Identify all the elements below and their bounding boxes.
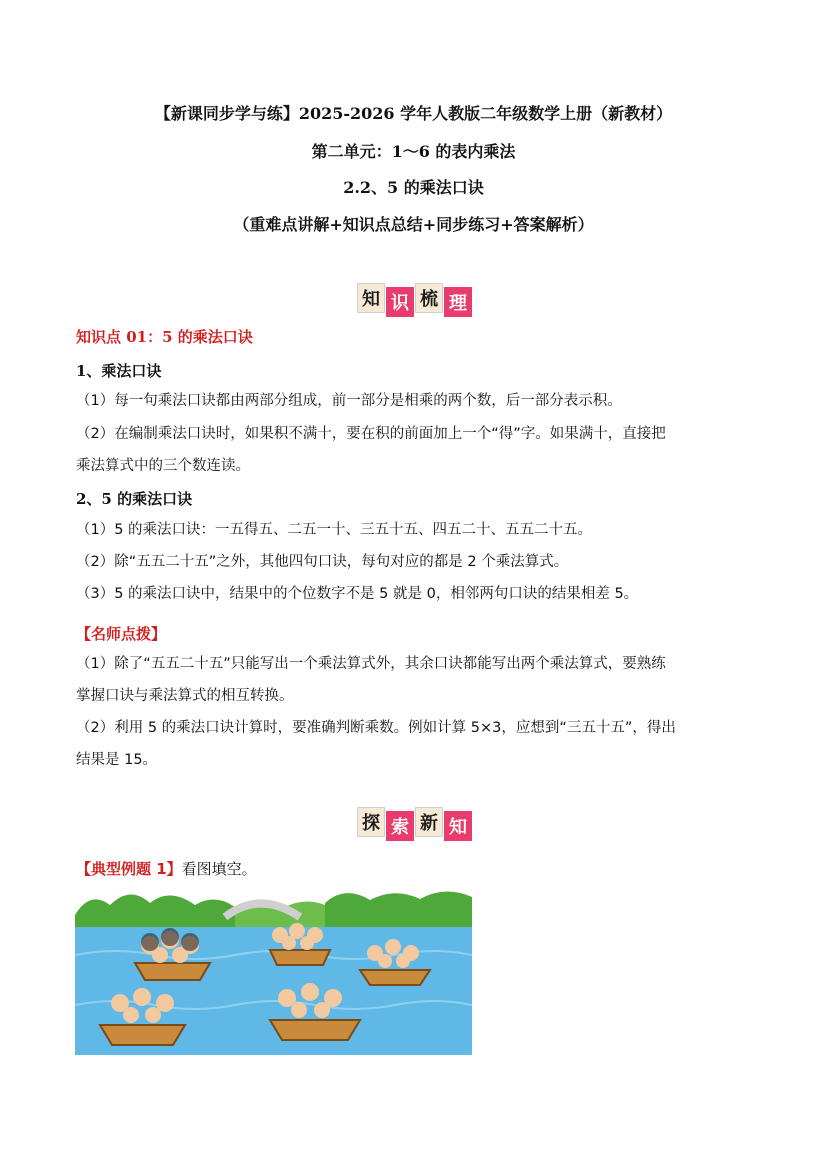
boats-scene-image — [75, 885, 472, 1055]
paragraph: 掌握口诀与乘法算式的相互转换。 — [76, 688, 294, 704]
paragraph: （3）5 的乘法口诀中，结果中的个位数字不是 5 就是 0，相邻两句口诀的结果相差 5。 — [76, 586, 639, 602]
section-banner-knowledge — [357, 283, 473, 317]
banner-char: 探 — [357, 807, 385, 837]
paragraph: （2）除“五五二十五”之外，其他四句口诀，每句对应的都是 2 个乘法算式。 — [76, 554, 569, 570]
example-instruction: 看图填空。 — [181, 860, 257, 878]
document-title: 【新课同步学与练】2025-2026 学年人教版二年级数学上册（新教材） — [154, 104, 673, 123]
banner-char: 识 — [386, 287, 414, 317]
banner-char: 梳 — [415, 283, 443, 313]
tips-title: 【名师点拨】 — [76, 625, 167, 643]
lesson-title: 2.2、5 的乘法口诀 — [343, 178, 484, 197]
banner-char: 索 — [386, 811, 414, 841]
example-label: 【典型例题 1】 — [76, 860, 182, 878]
paragraph: （2）利用 5 的乘法口诀计算时，要准确判断乘数。例如计算 5×3，应想到“三五十五”，得出 — [76, 720, 676, 736]
subtitle: （重难点讲解+知识点总结+同步练习+答案解析） — [233, 215, 594, 234]
banner-char: 理 — [444, 287, 472, 317]
knowledge-point-title: 知识点 01：5 的乘法口诀 — [76, 328, 253, 346]
section-heading-1: 1、乘法口诀 — [76, 362, 162, 380]
paragraph: （1）每一句乘法口诀都由两部分组成，前一部分是相乘的两个数，后一部分表示积。 — [76, 393, 622, 409]
banner-char: 知 — [444, 811, 472, 841]
section-heading-2: 2、5 的乘法口诀 — [76, 490, 193, 508]
paragraph: （2）在编制乘法口诀时，如果积不满十，要在积的前面加上一个“得”字。如果满十，直接把 — [76, 426, 666, 442]
section-banner-explore — [357, 807, 473, 841]
unit-title: 第二单元：1～6 的表内乘法 — [311, 142, 516, 161]
paragraph: （1）除了“五五二十五”只能写出一个乘法算式外，其余口诀都能写出两个乘法算式，要熟练 — [76, 656, 666, 672]
banner-char: 新 — [415, 807, 443, 837]
banner-char: 知 — [357, 283, 385, 313]
paragraph: 乘法算式中的三个数连读。 — [76, 458, 250, 474]
boats-illustration — [75, 885, 472, 1055]
example-line — [76, 858, 257, 879]
paragraph: 结果是 15。 — [76, 752, 158, 768]
paragraph: （1）5 的乘法口诀：一五得五、二五一十、三五十五、四五二十、五五二十五。 — [76, 522, 593, 538]
